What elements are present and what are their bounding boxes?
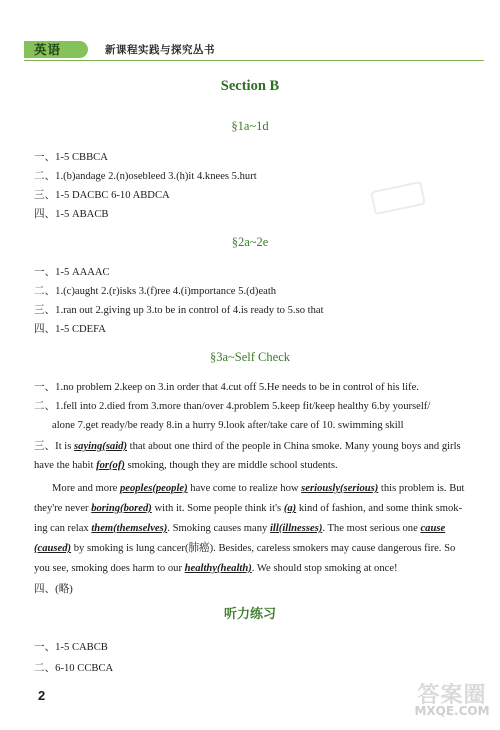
answer-line: 四、(略) bbox=[34, 584, 73, 595]
answer-line: 四、1-5 CDEFA bbox=[34, 324, 106, 335]
page-number: 2 bbox=[38, 688, 46, 703]
answer-line: 一、1.no problem 2.keep on 3.in order that 4.cut off 5.He needs to be in control of his life. bbox=[34, 382, 419, 393]
header-series-title: 新课程实践与探究丛书 bbox=[105, 44, 215, 56]
answer-line: 二、1.(c)aught 2.(r)isks 3.(f)ree 4.(i)mportance 5.(d)eath bbox=[34, 286, 277, 297]
correction: (caused) bbox=[34, 543, 72, 554]
watermark bbox=[410, 678, 494, 722]
passage-line: 三、It is saying(said) that about one third of the people in China smoke. Many young boys and girls bbox=[34, 441, 461, 452]
correction: cause bbox=[420, 523, 446, 534]
correction: boring(bored) bbox=[91, 503, 152, 514]
correction: ill(illnesses) bbox=[269, 523, 323, 534]
watermark-url: MXQE.COM bbox=[414, 704, 490, 718]
passage-line: you see, smoking does harm to our healthy(health). We should stop smoking at once! bbox=[34, 563, 398, 574]
correction: seriously(serious) bbox=[301, 483, 379, 494]
section-title: Section B bbox=[220, 78, 280, 94]
answer-line: 二、1.(b)andage 2.(n)osebleed 3.(h)it 4.knees 5.hurt bbox=[34, 171, 257, 182]
correction: healthy(health) bbox=[184, 563, 252, 574]
answer-line: 三、1-5 DACBC 6-10 ABDCA bbox=[34, 190, 170, 201]
part2-title: §2a~2e bbox=[231, 235, 269, 249]
correction: peoples(people) bbox=[119, 483, 188, 494]
header-divider bbox=[24, 60, 484, 61]
answer-line: 一、1-5 CABCB bbox=[34, 642, 108, 653]
answer-line: 一、1-5 CBBCA bbox=[34, 152, 108, 163]
watermark-logo-text: 答案圈 bbox=[417, 683, 487, 708]
listening-title: 听力练习 bbox=[223, 607, 276, 622]
passage-line: More and more peoples(people) have come to realize how seriously(serious) this problem is. But bbox=[52, 483, 465, 494]
passage-line: have the habit for(of) smoking, though they are middle school students. bbox=[34, 460, 338, 471]
correction: (a) bbox=[283, 503, 297, 514]
passage-line: they're never boring(bored) with it. Some people think it's (a) kind of fashion, and some think smok- bbox=[34, 503, 463, 514]
passage-line: ing can relax them(themselves). Smoking causes many ill(illnesses). The most serious one cause bbox=[34, 523, 446, 534]
part1-title: §1a~1d bbox=[231, 119, 269, 133]
part3-title: §3a~Self Check bbox=[209, 350, 290, 364]
answer-line: 一、1-5 AAAAC bbox=[34, 267, 110, 278]
passage-line: (caused) by smoking is lung cancer(肺癌). Besides, careless smokers may cause dangerous fire. So bbox=[34, 543, 456, 554]
answer-line: 三、1.ran out 2.giving up 3.to be in control of 4.is ready to 5.so that bbox=[34, 305, 324, 316]
faint-stamp-mark bbox=[370, 181, 426, 215]
correction: saying(said) bbox=[74, 441, 127, 452]
header-subject: 英语 bbox=[34, 42, 62, 57]
correction: them(themselves) bbox=[91, 523, 168, 534]
answer-line: 四、1-5 ABACB bbox=[34, 209, 109, 220]
answer-line: 二、1.fell into 2.died from 3.more than/over 4.problem 5.keep fit/keep healthy 6.by yourself/ bbox=[34, 401, 431, 412]
answer-line: 二、6-10 CCBCA bbox=[34, 663, 114, 674]
correction: for(of) bbox=[96, 460, 125, 471]
answer-line: alone 7.get ready/be ready 8.in a hurry 9.look after/take care of 10. swimming skill bbox=[52, 420, 404, 431]
